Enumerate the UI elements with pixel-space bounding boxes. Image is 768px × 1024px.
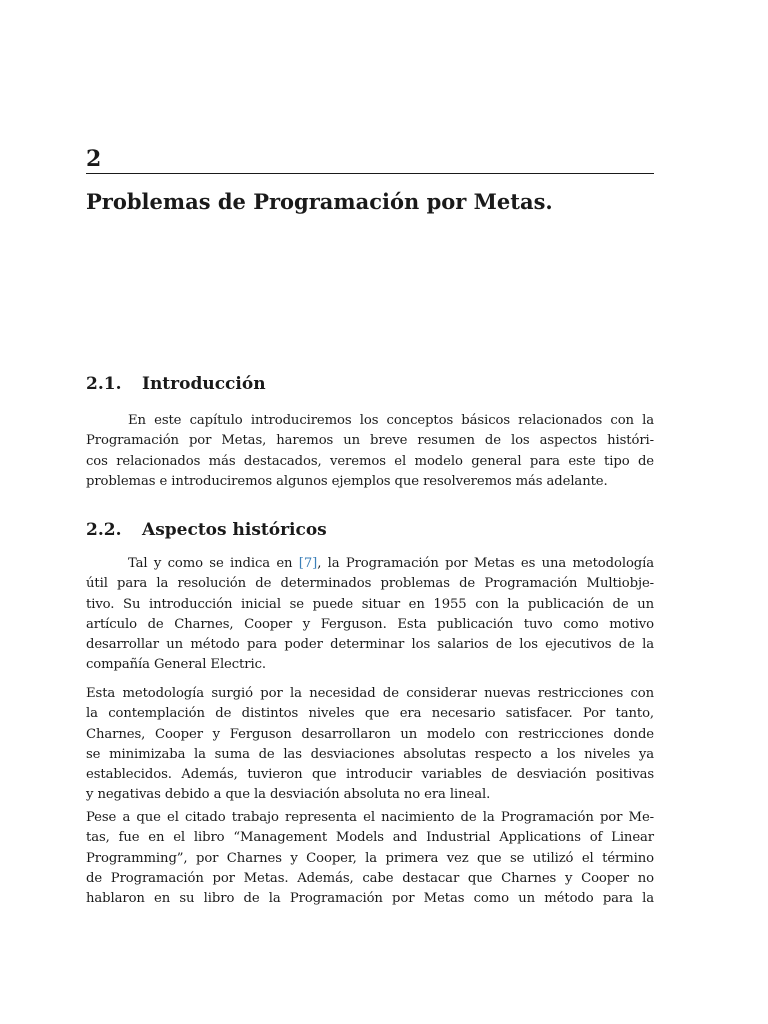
section-heading-introduccion — [86, 373, 266, 395]
document-page — [86, 0, 654, 1024]
chapter-number: 2 — [86, 146, 102, 172]
paragraph-line: se minimizaba la suma de las desviaciones absolutas respecto a los niveles ya — [86, 746, 654, 762]
paragraph-line: desarrollar un método para poder determinar los salarios de los ejecutivos de la — [86, 637, 654, 653]
paragraph-aspectos-2 — [86, 684, 654, 806]
paragraph-line: Charnes, Cooper y Ferguson desarrollaron un modelo con restricciones donde — [86, 726, 654, 742]
paragraph-line: de Programación por Metas. Además, cabe destacar que Charnes y Cooper no — [86, 870, 654, 886]
paragraph-line: En este capítulo introduciremos los conceptos básicos relacionados con la — [128, 413, 654, 428]
paragraph-line: Programming”, por Charnes y Cooper, la primera vez que se utilizó el término — [86, 850, 654, 866]
section-title: Introducción — [142, 374, 266, 394]
paragraph-line: Pese a que el citado trabajo representa el nacimiento de la Programación por Me- — [86, 810, 654, 825]
section-number: 2.2. — [86, 520, 122, 540]
section-number: 2.1. — [86, 374, 122, 394]
paragraph-line: artículo de Charnes, Cooper y Ferguson. Esta publicación tuvo como motivo — [86, 616, 654, 632]
paragraph-line: problemas e introduciremos algunos ejemplos que resolveremos más adelante. — [86, 473, 608, 489]
paragraph-line: tivo. Su introducción inicial se puede situar en 1955 con la publicación de un — [86, 596, 654, 612]
chapter-rule — [86, 173, 654, 174]
paragraph-line: establecidos. Además, tuvieron que introducir variables de desviación positivas — [86, 767, 654, 783]
paragraph-aspectos-1 — [86, 554, 654, 676]
paragraph-line — [86, 554, 654, 574]
text-run: Tal y como se indica en — [128, 556, 299, 571]
paragraph-introduccion — [86, 411, 654, 492]
paragraph-line: y negativas debido a que la desviación absoluta no era lineal. — [86, 787, 491, 803]
paragraph-line: la contemplación de distintos niveles que era necesario satisfacer. Por tanto, — [86, 706, 654, 722]
paragraph-line: Programación por Metas, haremos un breve resumen de los aspectos históri- — [86, 433, 654, 449]
paragraph-line: cos relacionados más destacados, veremos el modelo general para este tipo de — [86, 453, 654, 469]
paragraph-line: Esta metodología surgió por la necesidad de considerar nuevas restricciones con — [86, 686, 654, 701]
text-run: , la Programación por Metas es una metodología — [317, 556, 654, 571]
chapter-title: Problemas de Programación por Metas. — [86, 189, 553, 214]
paragraph-line: tas, fue en el libro “Management Models and Industrial Applications of Linear — [86, 830, 654, 846]
paragraph-line: compañía General Electric. — [86, 657, 266, 673]
paragraph-line: hablaron en su libro de la Programación por Metas como un método para la — [86, 891, 654, 907]
citation-link[interactable]: [7] — [298, 556, 318, 571]
section-heading-aspectos-historicos — [86, 519, 327, 541]
section-title: Aspectos históricos — [142, 520, 327, 540]
paragraph-aspectos-3 — [86, 808, 654, 909]
paragraph-line: útil para la resolución de determinados problemas de Programación Multiobje- — [86, 576, 654, 592]
